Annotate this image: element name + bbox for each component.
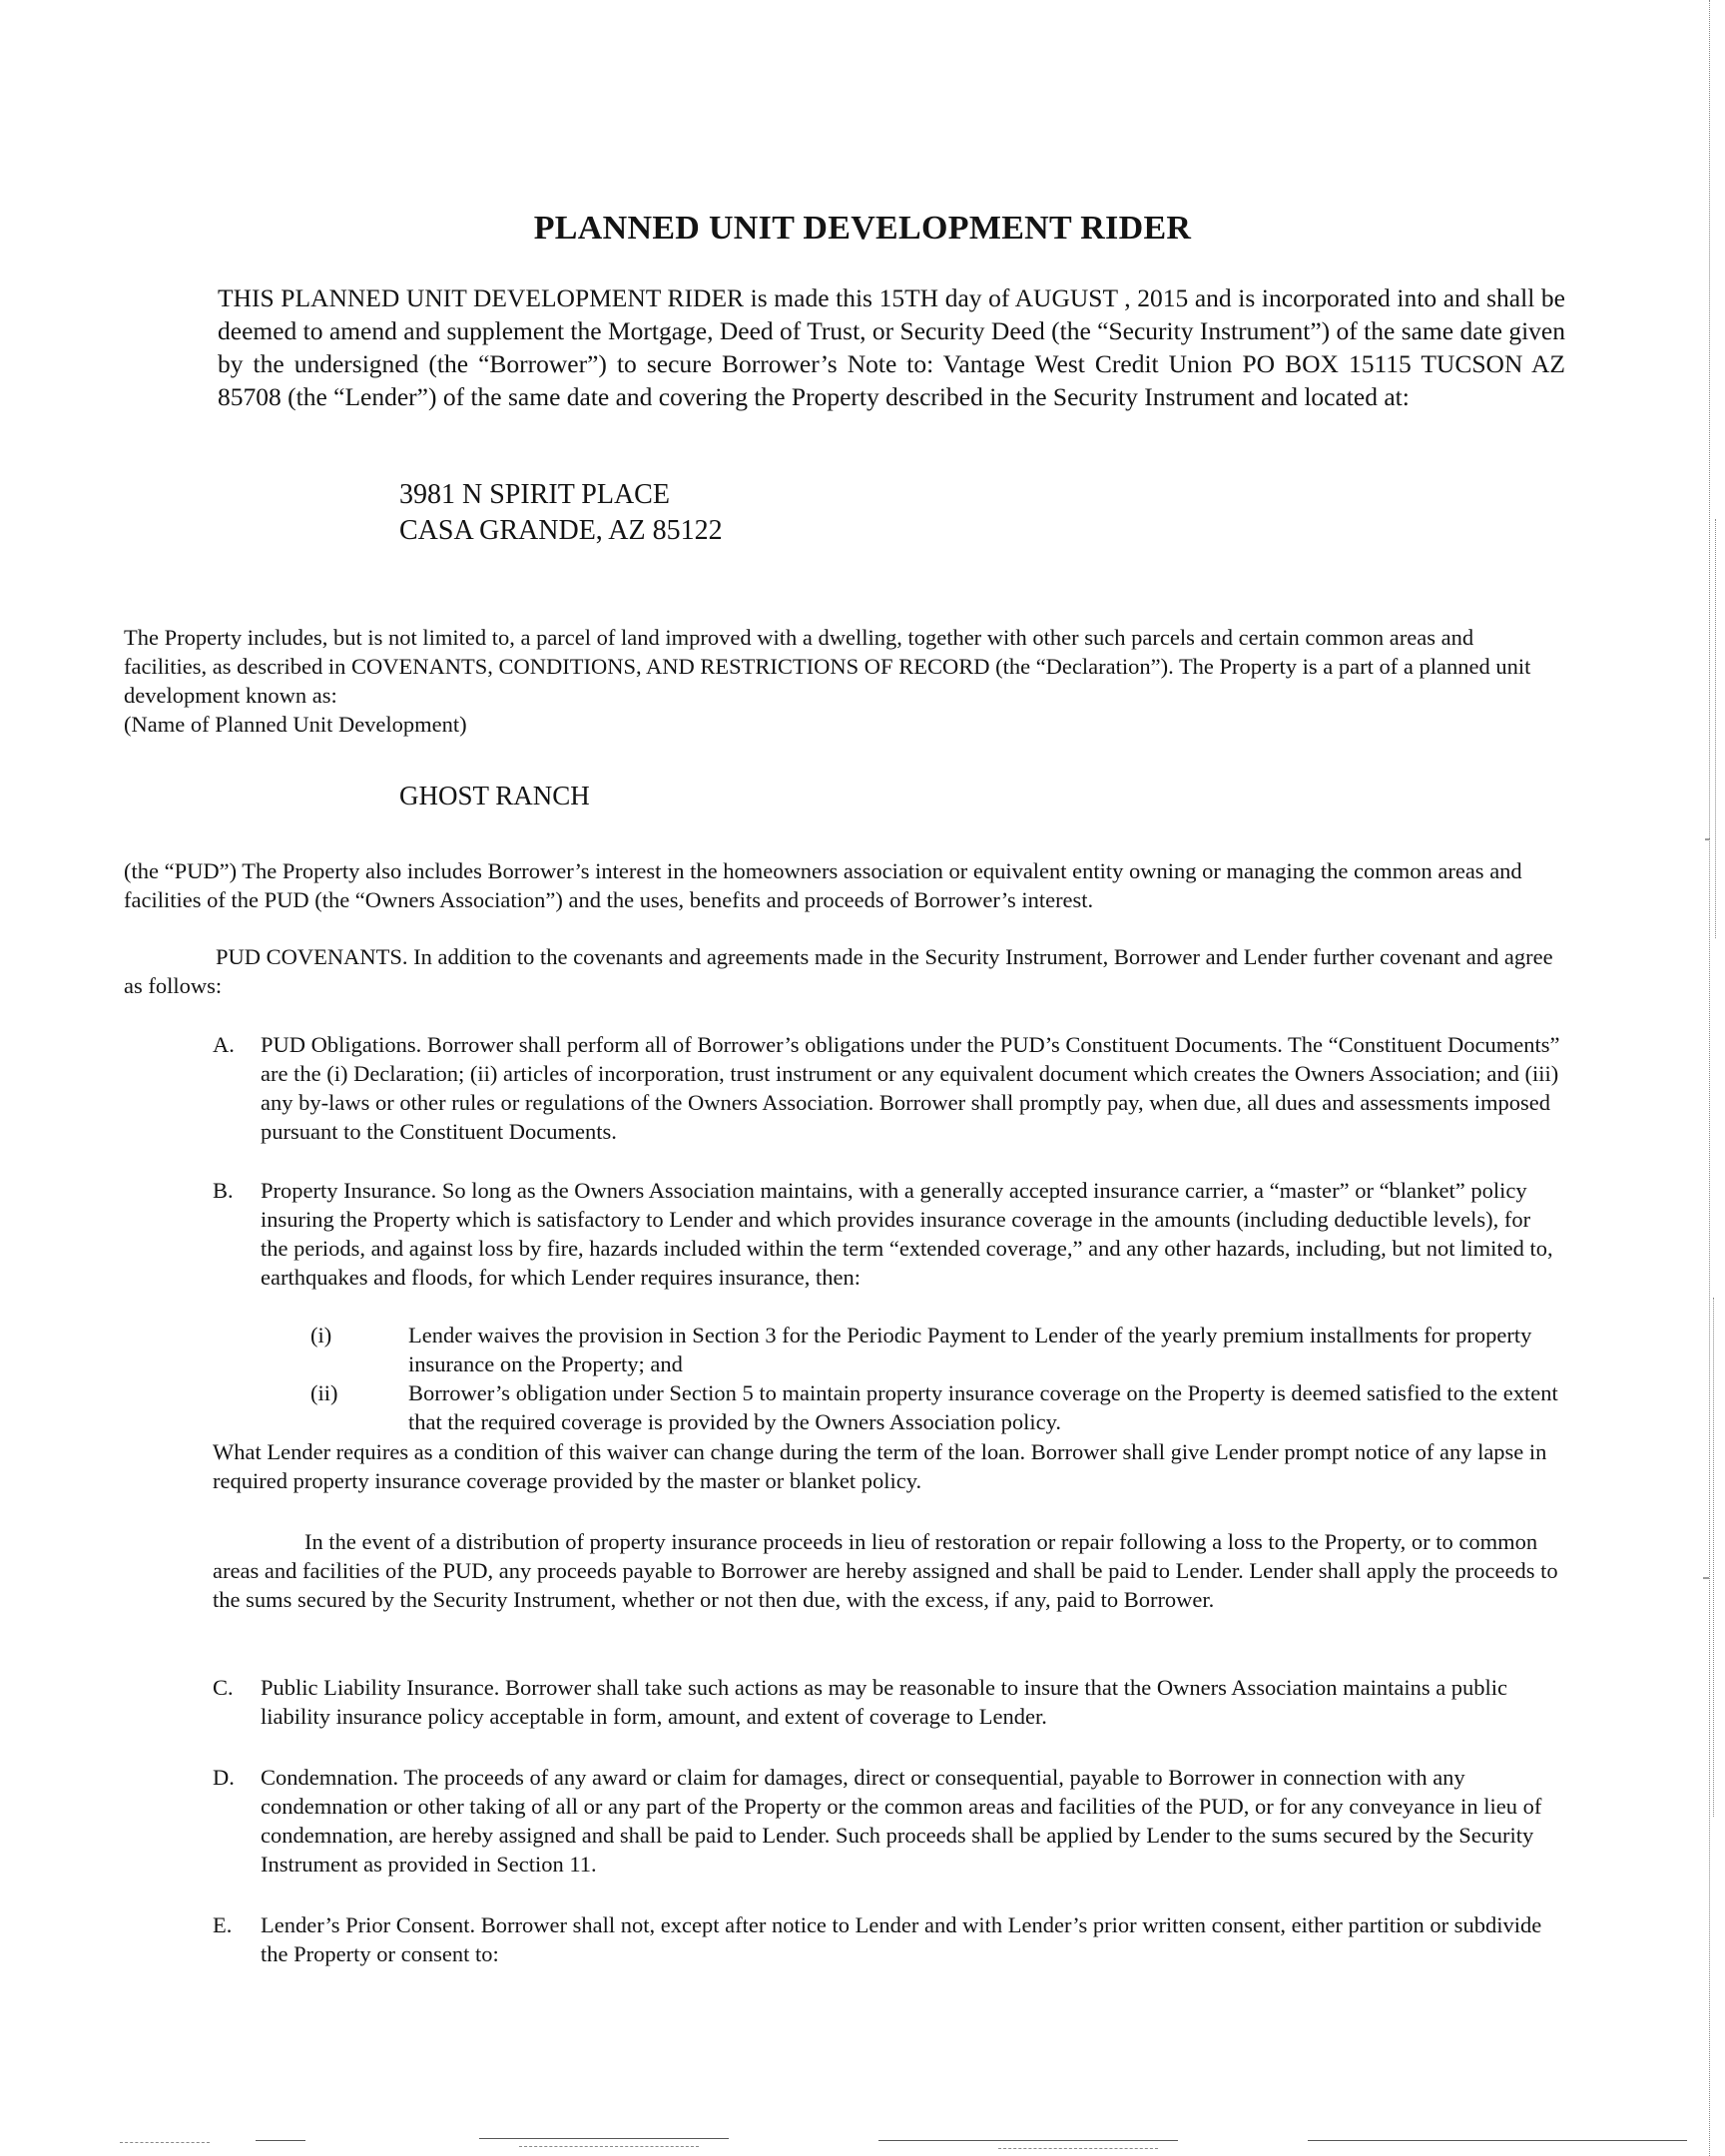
covenant-item-e [213,1910,1560,1968]
item-letter: D. [213,1765,235,1790]
covenant-item-d [213,1763,1560,1879]
footer-rule [998,2148,1158,2149]
scan-edge-artifact [1705,838,1710,840]
item-text: Property Insurance. So long as the Owners Association maintains, with a generally accepted insurance carrier, a “master” or “blanket” policy insuring the Property which is satisfactory to Lender and which provides insurance coverage in the amounts (including deductible levels), for the periods, and against loss by fire, hazards included within the term “extended coverage,” and any other hazards, including, but not limited to, earthquakes and floods, for which Lender requires insurance, then: [261,1178,1553,1290]
sub-item-number: (ii) [310,1380,338,1405]
property-paragraph [124,623,1561,739]
document-title: PLANNED UNIT DEVELOPMENT RIDER [533,210,1192,247]
item-text: Condemnation. The proceeds of any award or claim for damages, direct or consequential, payable to Borrower in connection with any condemnation or other taking of all or any part of the Property or the common areas and facilities of the PUD, or for any conveyance in lieu of condemnation, are hereby assigned and shall be paid to Lender. Such proceeds shall be applied by Lender to the sums secured by the Security Instrument as provided in Section 11. [261,1765,1542,1877]
covenant-item-b [213,1176,1560,1292]
scan-edge-artifact [1703,1577,1709,1579]
item-text: PUD Obligations. Borrower shall perform all of Borrower’s obligations under the PUD’s Constituent Documents. The “Constituent Documents” are the (i) Declaration; (ii) articles of incorporation, trust instrument or any equivalent document which creates the Owners Association; and (iii) any by-laws or other rules or regulations of the Owners Association. Borrower shall promptly pay, when due, all dues and assessments imposed pursuant to the Constituent Documents. [261,1032,1560,1144]
intro-paragraph: THIS PLANNED UNIT DEVELOPMENT RIDER is made this 15TH day of AUGUST , 2015 and is incorporated into and shall be deemed to amend and supplement the Mortgage, Deed of Trust, or Security Deed (the “Security Instrument”) of the same date given by the undersigned (the “Borrower”) to secure Borrower’s Note to: Vantage West Credit Union PO BOX 15115 TUCSON AZ 85708 (the “Lender”) of the same date and covering the Property described in the Security Instrument and located at: [218,283,1565,411]
covenants-intro-text: PUD COVENANTS. In addition to the covenants and agreements made in the Security Instrument, Borrower and Lender further covenant and agree as follows: [124,944,1553,998]
property-description: The Property includes, but is not limited to, a parcel of land improved with a dwelling, together with other such parcels and certain common areas and facilities, as described in COVENANTS, CONDITIONS, AND RESTRICTIONS OF RECORD (the “Declaration”). The Property is a part of a planned unit development known as: [124,625,1531,708]
property-address [399,477,723,549]
item-letter: A. [213,1032,235,1057]
sub-item-number: (i) [310,1323,332,1348]
covenant-item-c [213,1673,1560,1731]
waiver-paragraph: What Lender requires as a condition of this waiver can change during the term of the loan. Borrower shall give Lender prompt notice of any lapse in required property insurance coverage provided by the master or blanket policy. [213,1439,1547,1493]
scan-edge-artifact [1709,0,1710,2156]
pud-paragraph: (the “PUD”) The Property also includes Borrower’s interest in the homeowners association or equivalent entity owning or managing the common areas and facilities of the PUD (the “Owners Association”) and the uses, benefits and proceeds of Borrower’s interest. [124,858,1522,912]
pud-name-label: (Name of Planned Unit Development) [124,712,467,737]
covenants-intro [124,942,1561,1000]
item-text: Public Liability Insurance. Borrower shall take such actions as may be reasonable to insure that the Owners Association maintains a public liability insurance policy acceptable in form, amount, and extent of coverage to Lender. [261,1675,1508,1729]
covenant-item-a [213,1030,1560,1146]
item-letter: E. [213,1912,233,1937]
footer-rule [1308,2140,1687,2141]
sub-item-text: Borrower’s obligation under Section 5 to maintain property insurance coverage on the Property is deemed satisfied to the extent that the required coverage is provided by the Owners Association policy. [408,1380,1558,1434]
address-line-1: 3981 N SPIRIT PLACE [399,479,670,510]
footer-rule [519,2146,699,2147]
sub-item-ii [310,1378,1558,1436]
sub-item-i [310,1321,1558,1378]
item-letter: C. [213,1675,234,1700]
item-letter: B. [213,1178,234,1203]
footer-rule [120,2142,210,2143]
insurance-proceeds-paragraph [213,1527,1560,1614]
item-text: Lender’s Prior Consent. Borrower shall not, except after notice to Lender and with Lender’s prior written consent, either partition or subdivide the Property or consent to: [261,1912,1542,1966]
pud-name: GHOST RANCH [399,781,590,810]
scan-edge-artifact [1713,1298,1714,1817]
footer-rule [878,2140,1178,2141]
address-line-2: CASA GRANDE, AZ 85122 [399,515,723,546]
insurance-proceeds-text: In the event of a distribution of property insurance proceeds in lieu of restoration or repair following a loss to the Property, or to common areas and facilities of the PUD, any proceeds payable to Borrower are hereby assigned and shall be paid to Lender. Lender shall apply the proceeds to the sums secured by the Security Instrument, whether or not then due, with the excess, if any, paid to Borrower. [213,1529,1558,1612]
footer-rule [256,2140,305,2141]
sub-item-text: Lender waives the provision in Section 3 for the Periodic Payment to Lender of the yearly premium installments for property insurance on the Property; and [408,1323,1532,1376]
footer-rule [479,2138,729,2139]
scan-edge-artifact [1715,519,1716,938]
